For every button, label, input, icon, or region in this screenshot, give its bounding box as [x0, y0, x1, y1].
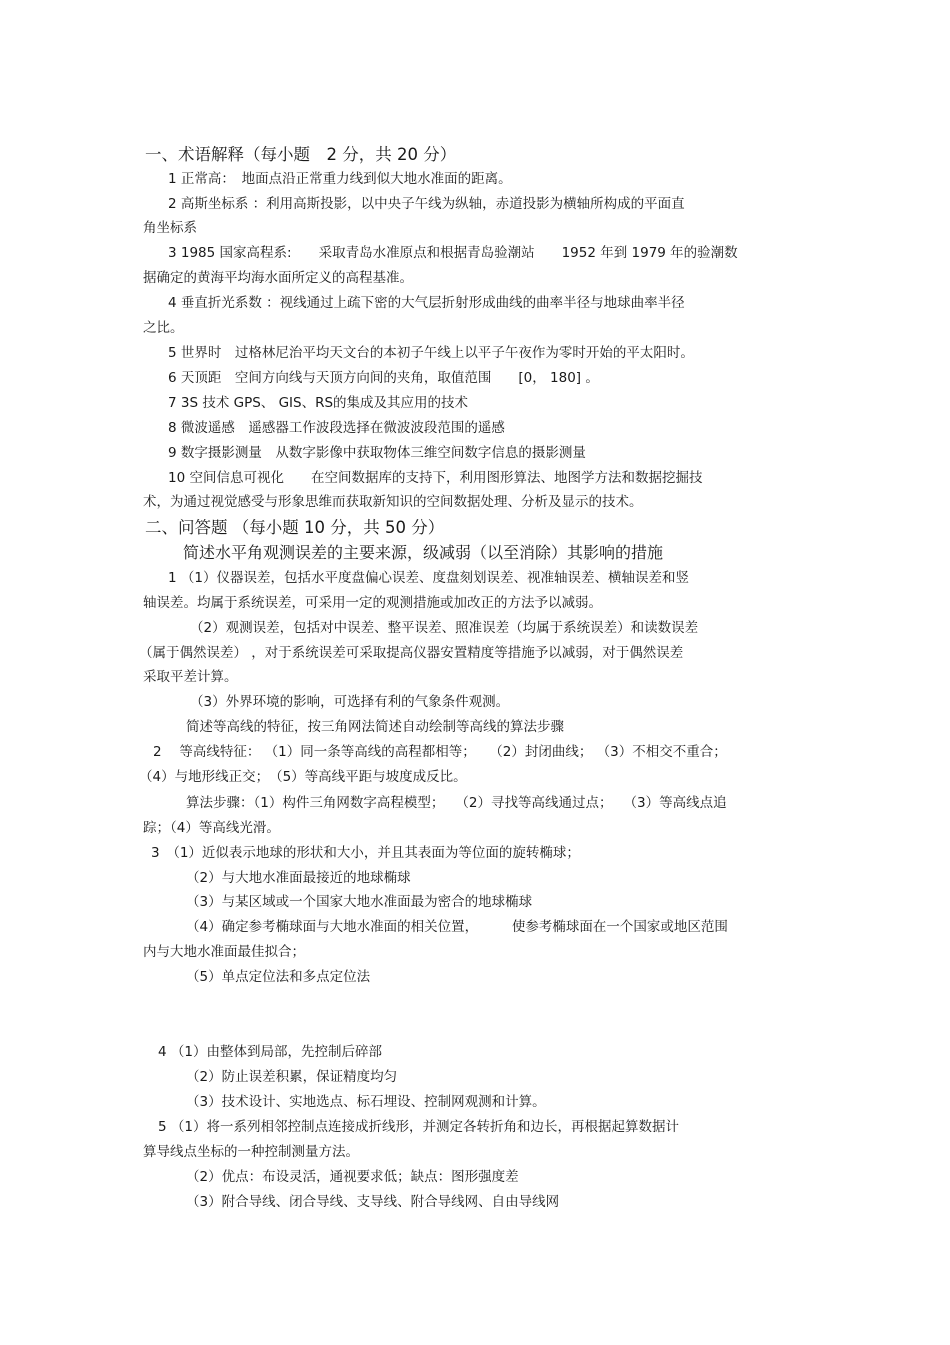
term-3-line-1: 3 1985 国家高程系: 采取青岛水准原点和根据青岛验潮站 1952 年到 1979 年的验潮数: [168, 245, 738, 261]
q5-line-2: 算导线点坐标的一种控制测量方法。: [143, 1144, 359, 1160]
q5-line-1: 5 （1）将一系列相邻控制点连接成折线形，并测定各转折角和边长，再根据起算数据计: [158, 1119, 679, 1135]
term-1-line-1: 1 正常高： 地面点沿正常重力线到似大地水准面的距离。: [168, 171, 512, 187]
q3-line-4: （4）确定参考椭球面与大地水准面的相关位置， 使参考椭球面在一个国家或地区范围: [186, 919, 728, 935]
term-4-line-1: 4 垂直折光系数 ：视线通过上疏下密的大气层折射形成曲线的曲率半径与地球曲率半径: [168, 295, 685, 311]
section1-heading: 一、术语解释（每小题 2 分，共 20 分）: [145, 145, 457, 164]
term-2-line-2: 角坐标系: [143, 220, 197, 236]
term-2-line-1: 2 高斯坐标系 ：利用高斯投影，以中央子午线为纵轴，赤道投影为横轴所构成的平面直: [168, 196, 685, 212]
q2-question: 简述等高线的特征，按三角网法简述自动绘制等高线的算法步骤: [186, 719, 564, 735]
q2-line-2: （4）与地形线正交； （5）等高线平距与坡度成反比。: [139, 769, 467, 785]
q5-line-4: （3）附合导线、闭合导线、支导线、附合导线网、自由导线网: [186, 1194, 560, 1210]
q4-line-1: 4 （1）由整体到局部，先控制后碎部: [158, 1044, 382, 1060]
q2-line-4: 踪；（4）等高线光滑。: [143, 820, 280, 836]
q5-line-3: （2）优点：布设灵活，通视要求低；缺点：图形强度差: [186, 1169, 519, 1185]
q1-line-5: 采取平差计算。: [143, 669, 238, 685]
term-3-line-2: 据确定的黄海平均海水面所定义的高程基准。: [143, 270, 413, 286]
q4-line-2: （2）防止误差积累，保证精度均匀: [186, 1069, 398, 1085]
q1-question: 简述水平角观测误差的主要来源，级减弱（以至消除）其影响的措施: [183, 543, 664, 562]
term-10-line-2: 术，为通过视觉感受与形象思维而获取新知识的空间数据处理、分析及显示的技术。: [143, 494, 643, 510]
q3-line-6: （5）单点定位法和多点定位法: [186, 969, 371, 985]
section2-heading: 二、问答题 （每小题 10 分，共 50 分）: [145, 518, 445, 537]
q4-line-3: （3）技术设计、实地选点、标石埋设、控制网观测和计算。: [186, 1094, 546, 1110]
term-6-line-1: 6 天顶距 空间方向线与天顶方向间的夹角，取值范围 [0， 180] 。: [168, 370, 599, 386]
q3-line-1: 3 （1）近似表示地球的形状和大小，并且其表面为等位面的旋转椭球；: [151, 845, 580, 861]
q2-line-1: 2 等高线特征： （1）同一条等高线的高程都相等； （2）封闭曲线； （3）不相交不重合；: [153, 744, 727, 760]
term-10-line-1: 10 空间信息可视化 在空间数据库的支持下，利用图形算法、地图学方法和数据挖掘技: [168, 470, 703, 486]
q1-line-4: （属于偶然误差） ，对于系统误差可采取提高仪器安置精度等措施予以减弱，对于偶然误差: [139, 645, 684, 661]
term-7-line-1: 7 3S 技术 GPS、 GIS、RS的集成及其应用的技术: [168, 395, 469, 411]
q3-line-3: （3）与某区域或一个国家大地水准面最为密合的地球椭球: [186, 894, 533, 910]
q3-line-2: （2）与大地水准面最接近的地球椭球: [186, 870, 411, 886]
q1-line-1: 1 （1）仪器误差，包括水平度盘偏心误差、度盘刻划误差、视准轴误差、横轴误差和竖: [168, 570, 689, 586]
q1-line-2: 轴误差。均属于系统误差，可采用一定的观测措施或加改正的方法予以减弱。: [143, 595, 602, 611]
q2-line-3: 算法步骤：（1）构件三角网数字高程模型； （2）寻找等高线通过点； （3）等高线点追: [186, 795, 727, 811]
q1-line-6: （3）外界环境的影响，可选择有利的气象条件观测。: [190, 694, 510, 710]
q1-line-3: （2）观测误差，包括对中误差、整平误差、照准误差（均属于系统误差）和读数误差: [190, 620, 699, 636]
term-5-line-1: 5 世界时 过格林尼治平均天文台的本初子午线上以平子午夜作为零时开始的平太阳时。: [168, 345, 694, 361]
term-4-line-2: 之比。: [143, 320, 184, 336]
q3-line-5: 内与大地水准面最佳拟合；: [143, 944, 305, 960]
term-9-line-1: 9 数字摄影测量 从数字影像中获取物体三维空间数字信息的摄影测量: [168, 445, 586, 461]
term-8-line-1: 8 微波遥感 遥感器工作波段选择在微波波段范围的遥感: [168, 420, 505, 436]
